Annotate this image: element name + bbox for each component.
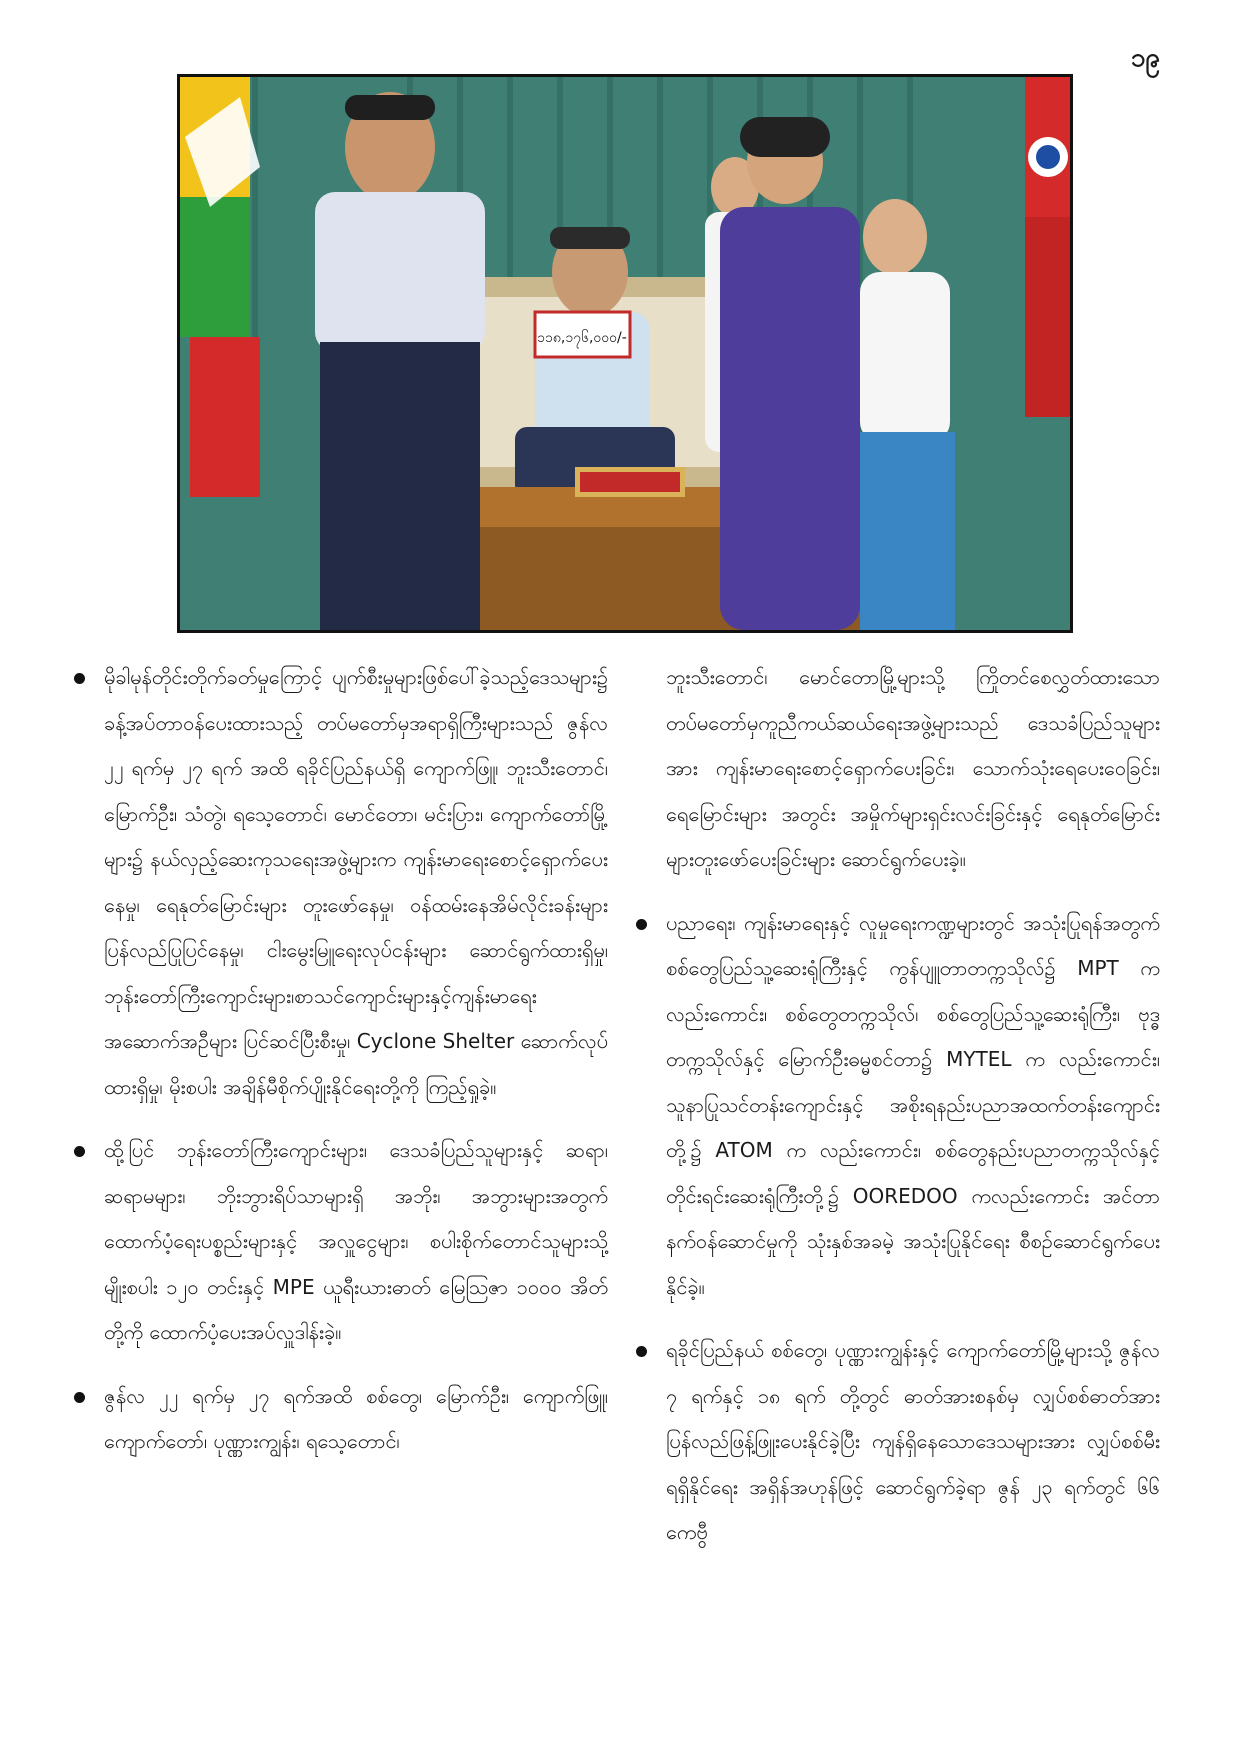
paragraph (68, 655, 608, 1110)
paragraph (630, 901, 1160, 1311)
left-column (68, 655, 608, 1483)
bullet-icon (74, 1146, 85, 1157)
news-photo (177, 74, 1073, 633)
paragraph (68, 1128, 608, 1356)
bullet-icon (74, 673, 85, 684)
page-number: ၁၉ (1130, 43, 1160, 73)
bullet-icon (636, 1346, 647, 1357)
paragraph-text: မိုခါမုန်တိုင်းတိုက်ခတ်မှုကြောင့် ပျက်စီးမှုများဖြစ်ပေါ်ခဲ့သည့်ဒေသများ၌ ခန့်အပ်တာဝန်ပေးထားသည့် တပ်မတော်မှအရာရှိကြီးများသည် ဇွန်လ ၂၂ ရက်မှ ၂၇ ရက် အထိ ရခိုင်ပြည်နယ်ရှိ ကျောက်ဖြူ၊ ဘူးသီးတောင်၊ မြောက်ဦး၊ သံတွဲ၊ ရသေ့တောင်၊ မောင်တော၊ မင်းပြား၊ ကျောက်တော်မြို့များ၌ နယ်လှည့်ဆေးကုသရေးအဖွဲ့များက ကျန်းမာရေးစောင့်ရှောက်ပေးနေမှု၊ ရေနုတ်မြောင်းများ တူးဖော်နေမှု၊ ဝန်ထမ်းနေအိမ်လိုင်းခန်းများ ပြန်လည်ပြုပြင်နေမှု၊ ငါးမွေးမြူရေးလုပ်ငန်းများ ဆောင်ရွက်ထားရှိမှု၊ ဘုန်းတော်ကြီးကျောင်းများ၊စာသင်ကျောင်းများနှင့်ကျန်းမာရေးအဆောက်အဦများ ပြင်ဆင်ပြီးစီးမှု၊ Cyclone Shelter ဆောက်လုပ်ထားရှိမှု၊ မိုးစပါး အချိန်မီစိုက်ပျိုးနိုင်ရေးတို့ကို ကြည့်ရှုခဲ့။ (104, 665, 608, 1099)
paragraph-text: ဘူးသီးတောင်၊ မောင်တောမြို့များသို့ ကြိုတင်စေလွှတ်ထားသော တပ်မတော်မှကူညီကယ်ဆယ်ရေးအဖွဲ့များသည် ဒေသခံပြည်သူများအား ကျန်းမာရေးစောင့်ရှောက်ပေးခြင်း၊ သောက်သုံးရေပေးဝေခြင်း၊ ရေမြောင်းများ အတွင်း အမှိုက်များရှင်းလင်းခြင်းနှင့် ရေနုတ်မြောင်းများတူးဖော်ပေးခြင်းများ ဆောင်ရွက်ပေးခဲ့။ (666, 665, 1160, 871)
paragraph-text: ရခိုင်ပြည်နယ် စစ်တွေ၊ ပုဏ္ဏားကျွန်းနှင့် ကျောက်တော်မြို့များသို့ ဇွန်လ ၇ ရက်နှင့် ၁၈ ရက် တို့တွင် ဓာတ်အားစနစ်မှ လျှပ်စစ်ဓာတ်အား ပြန်လည်ဖြန့်ဖြူးပေးနိုင်ခဲ့ပြီး ကျန်ရှိနေသောဒေသများအား လျှပ်စစ်မီးရရှိနိုင်ရေး အရှိန်အဟုန်ဖြင့် ဆောင်ရွက်ခဲ့ရာ ဇွန် ၂၃ ရက်တွင် ၆၆ ကေဗွီ (666, 1338, 1160, 1544)
donation-ceremony-photo (180, 77, 1070, 630)
paragraph-text: ထို့ပြင် ဘုန်းတော်ကြီးကျောင်းများ၊ ဒေသခံပြည်သူများနှင့် ဆရာ၊ ဆရာမများ၊ ဘိုးဘွားရိပ်သာများရှိ အဘိုး၊ အဘွားများအတွက် ထောက်ပံ့ရေးပစ္စည်းများနှင့် အလှူငွေများ၊ စပါးစိုက်တောင်သူများသို့ မျိုးစပါး ၁၂၀ တင်းနှင့် MPE ယူရီးယားဓာတ် မြေသြဇာ ၁၀၀၀ အိတ်တို့ကို ထောက်ပံ့ပေးအပ်လှူဒါန်းခဲ့။ (104, 1138, 608, 1344)
bullet-icon (74, 1392, 85, 1403)
paragraph-text: ပညာရေး၊ ကျန်းမာရေးနှင့် လူမှုရေးကဏ္ဍများတွင် အသုံးပြုရန်အတွက် စစ်တွေပြည်သူ့ဆေးရုံကြီးနှင့် ကွန်ပျူတာတက္ကသိုလ်၌ MPT က လည်းကောင်း၊ စစ်တွေတက္ကသိုလ်၊ စစ်တွေပြည်သူ့ဆေးရုံကြီး၊ ဗုဒ္ဓတက္ကသိုလ်နှင့် မြောက်ဦးဓမ္မစင်တာ၌ MYTEL က လည်းကောင်း၊ သူနာပြုသင်တန်းကျောင်းနှင့် အစိုးရနည်းပညာအထက်တန်းကျောင်းတို့၌ ATOM က လည်းကောင်း၊ စစ်တွေနည်းပညာတက္ကသိုလ်နှင့် တိုင်းရင်းဆေးရုံကြီးတို့၌ OOREDOO ကလည်းကောင်း အင်တာနက်ဝန်ဆောင်မှုကို သုံးနှစ်အခမဲ့ အသုံးပြုနိုင်ရေး စီစဉ်ဆောင်ရွက်ပေးနိုင်ခဲ့။ (666, 910, 1160, 1299)
paragraph (630, 1328, 1160, 1556)
paragraph-text: ဇွန်လ ၂၂ ရက်မှ ၂၇ ရက်အထိ စစ်တွေ၊ မြောက်ဦး၊ ကျောက်ဖြူ၊ ကျောက်တော်၊ ပုဏ္ဏားကျွန်း၊ ရသေ့တောင်၊ (104, 1383, 608, 1453)
right-column (630, 655, 1160, 1574)
donation-amount-label: ၁၁၈,၁၇၆,၀၀၀/- (537, 330, 627, 346)
bullet-icon (636, 919, 647, 930)
flag-left (180, 77, 260, 497)
paragraph-continuation (630, 655, 1160, 883)
paragraph (68, 1374, 608, 1465)
flag-right (1025, 77, 1070, 417)
